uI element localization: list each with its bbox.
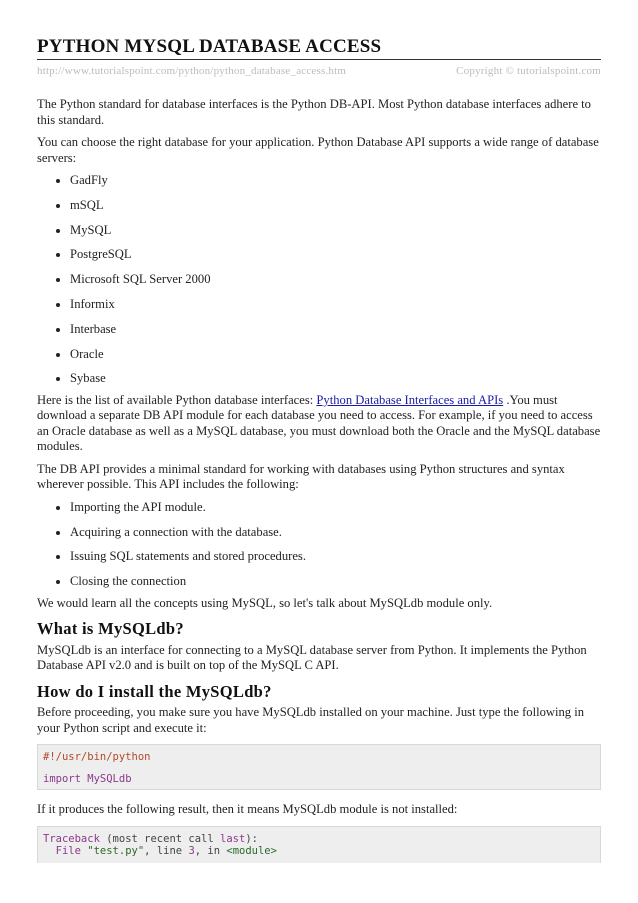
document-body	[37, 97, 601, 863]
intro-paragraph-2: You can choose the right database for your application. Python Database API supports a wide range of database servers:	[37, 135, 599, 165]
code-module-name: MySQLdb	[80, 773, 132, 786]
code-block-traceback	[37, 826, 601, 863]
result-paragraph: If it produces the following result, then it means MySQLdb module is not installed:	[37, 802, 458, 817]
list-item: • Microsoft SQL Server 2000	[70, 272, 601, 288]
copyright-notice: Copyright © tutorialspoint.com	[456, 65, 601, 77]
dbapi-steps-list	[37, 500, 601, 590]
code-comment: #!/usr/bin/python	[43, 751, 151, 764]
learn-paragraph: We would learn all the concepts using MySQL, so let's talk about MySQLdb module only.	[37, 595, 493, 610]
code-line-file: File "test.py", line 3, in <module>	[43, 844, 277, 857]
section-heading-install-mysqldb: How do I install the MySQLdb?	[37, 681, 272, 701]
python-db-interfaces-link[interactable]: Python Database Interfaces and APIs	[316, 392, 504, 407]
list-item: • Oracle	[70, 347, 601, 363]
list-item: • Acquiring a connection with the database.	[70, 525, 601, 541]
list-item: • MySQL	[70, 223, 601, 239]
list-item: • Importing the API module.	[70, 500, 601, 516]
interfaces-paragraph	[37, 393, 601, 455]
source-url: http://www.tutorialspoint.com/python/python_database_access.htm	[37, 65, 347, 77]
list-item: • Informix	[70, 297, 601, 313]
interfaces-text-before: Here is the list of available Python database interfaces:	[37, 392, 317, 407]
list-item: • GadFly	[70, 173, 601, 189]
code-line-traceback: Traceback (most recent call last):	[43, 832, 258, 845]
code-keyword: import	[43, 773, 81, 786]
header-divider	[37, 59, 601, 60]
list-item: • Issuing SQL statements and stored procedures.	[70, 549, 601, 565]
code-line-import	[43, 773, 595, 785]
section-heading-what-is-mysqldb: What is MySQLdb?	[37, 619, 184, 639]
dbapi-paragraph: The DB API provides a minimal standard for working with databases using Python structures and syntax wherever possible. This API includes the following:	[37, 461, 565, 492]
list-item: • Closing the connection	[70, 574, 601, 590]
list-item: • Sybase	[70, 371, 601, 387]
database-server-list	[37, 173, 601, 387]
list-item: • PostgreSQL	[70, 247, 601, 263]
interfaces-text-after: .You must download a separate DB API module for each database you need to access. For example, if you need to access an Oracle database as well as a MySQL database, you must download both the Oracle and the MySQL database modules.	[37, 392, 601, 454]
list-item: • Interbase	[70, 322, 601, 338]
intro-paragraph-1: The Python standard for database interfaces is the Python DB-API. Most Python database interfaces adhere to this standard.	[37, 97, 591, 127]
list-item: • mSQL	[70, 198, 601, 214]
document-title: PYTHON MYSQL DATABASE ACCESS	[37, 36, 382, 57]
code-block-import	[37, 744, 601, 790]
install-instructions: Before proceeding, you make sure you have MySQLdb installed on your machine. Just type the following in your Python script and execute it:	[37, 705, 585, 735]
mysqldb-description: MySQLdb is an interface for connecting to a MySQL database server from Python. It implements the Python Database API v2.0 and is built on top of the MySQL C API.	[37, 642, 587, 673]
code-line-shebang	[43, 751, 595, 763]
